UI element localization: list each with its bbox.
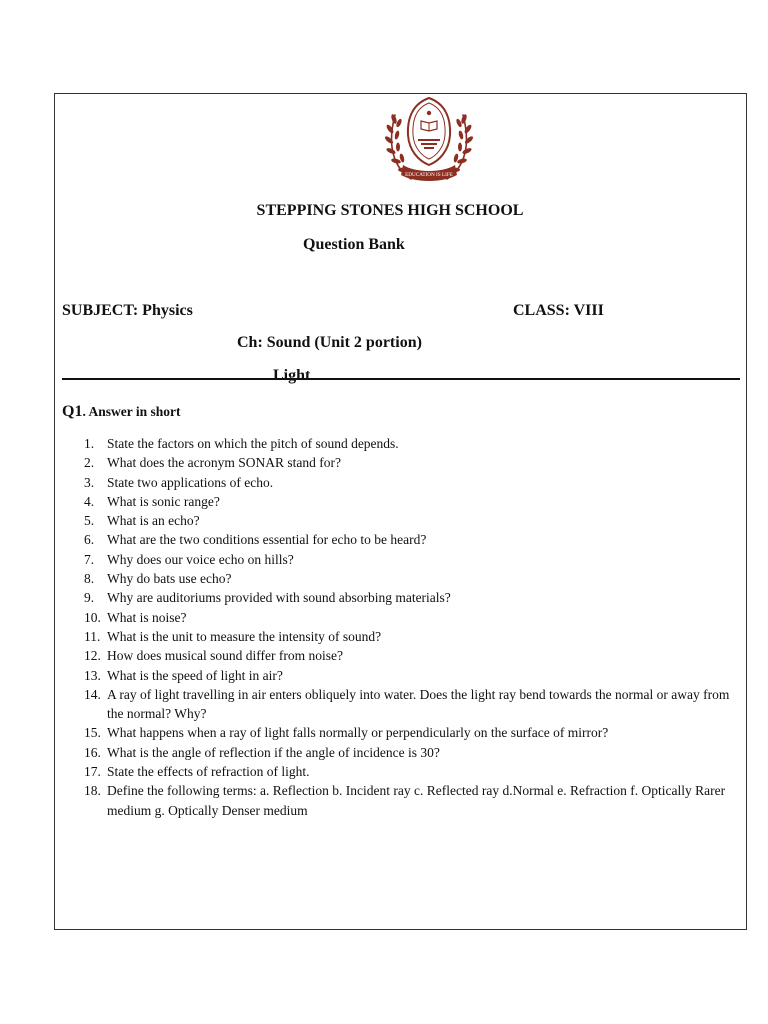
question-text: Why do bats use echo? [107,571,232,587]
class-label: CLASS: VIII [513,302,604,319]
question-item [84,627,740,646]
question-text: State the effects of refraction of light. [107,764,310,780]
question-number: 4. [84,493,95,509]
question-text: What is an echo? [107,513,200,529]
question-text: What is the speed of light in air? [107,667,283,683]
question-text: Why are auditoriums provided with sound absorbing materials? [107,590,451,606]
question-number: 3. [84,474,95,490]
question-text: What are the two conditions essential for echo to be heard? [107,532,427,548]
question-number: 1. [84,436,95,451]
question-number: 9. [84,590,95,606]
question-number: 2. [84,455,95,471]
question-item [84,588,740,607]
question-item [84,743,740,762]
question-text: How does musical sound differ from noise? [107,648,343,664]
question-item [84,569,740,588]
question-number: 17. [84,764,101,780]
chapter-label-secondary: Light [273,367,311,384]
question-item [84,608,740,627]
question-text: What is sonic range? [107,493,220,509]
crest-motto: EDUCATION IS LIFE [405,172,453,178]
question-item [84,530,740,549]
question-text: Why does our voice echo on hills? [107,551,294,567]
question-text: What is the unit to measure the intensity of sound? [107,628,382,644]
question-item [84,434,740,453]
chapter-label: Ch: Sound (Unit 2 portion) [237,334,422,351]
question-number: 8. [84,571,95,587]
question-item [84,550,740,569]
question-text: What is noise? [107,609,187,625]
section-heading [62,403,180,421]
document-title: Question Bank [303,236,405,253]
question-text: What happens when a ray of light falls normally or perpendicularly on the surface of mirror? [107,725,609,741]
question-item [84,473,740,492]
question-number: 16. [84,744,101,760]
question-item [84,453,740,472]
question-item [84,666,740,685]
question-number: 15. [84,725,101,741]
question-text: What does the acronym SONAR stand for? [107,455,341,471]
subject-label: SUBJECT: Physics [62,302,193,319]
question-number: 18. [84,783,101,799]
header-divider [62,378,740,380]
question-text: State the factors on which the pitch of sound depends. [107,436,399,451]
question-text: State two applications of echo. [107,474,274,490]
question-number: 11. [84,628,101,644]
question-number: 10. [84,609,101,625]
section-instruction: . Answer in short [82,404,181,419]
question-number: 7. [84,551,95,567]
question-item [84,511,740,530]
question-text: A ray of light travelling in air enters obliquely into water. Does the light ray bend towards the normal or away from the normal? Why? [107,686,730,722]
question-item [84,723,740,742]
question-list [84,434,740,820]
question-text: What is the angle of reflection if the angle of incidence is 30? [107,744,440,760]
question-number: 13. [84,667,101,683]
question-number: 14. [84,686,101,702]
question-item [84,781,740,820]
school-name: STEPPING STONES HIGH SCHOOL [256,202,524,219]
question-text: Define the following terms: a. Reflection b. Incident ray c. Reflected ray d.Normal e. Refraction f. Optically Rarer medium g. Optically Denser medium [107,783,726,818]
question-item [84,762,740,781]
school-crest-logo [381,95,477,187]
question-item [84,492,740,511]
question-number: 12. [84,648,101,664]
question-item [84,685,740,724]
question-number: 6. [84,532,95,548]
section-number: Q1 [62,403,83,420]
question-item [84,646,740,665]
question-number: 5. [84,513,95,529]
